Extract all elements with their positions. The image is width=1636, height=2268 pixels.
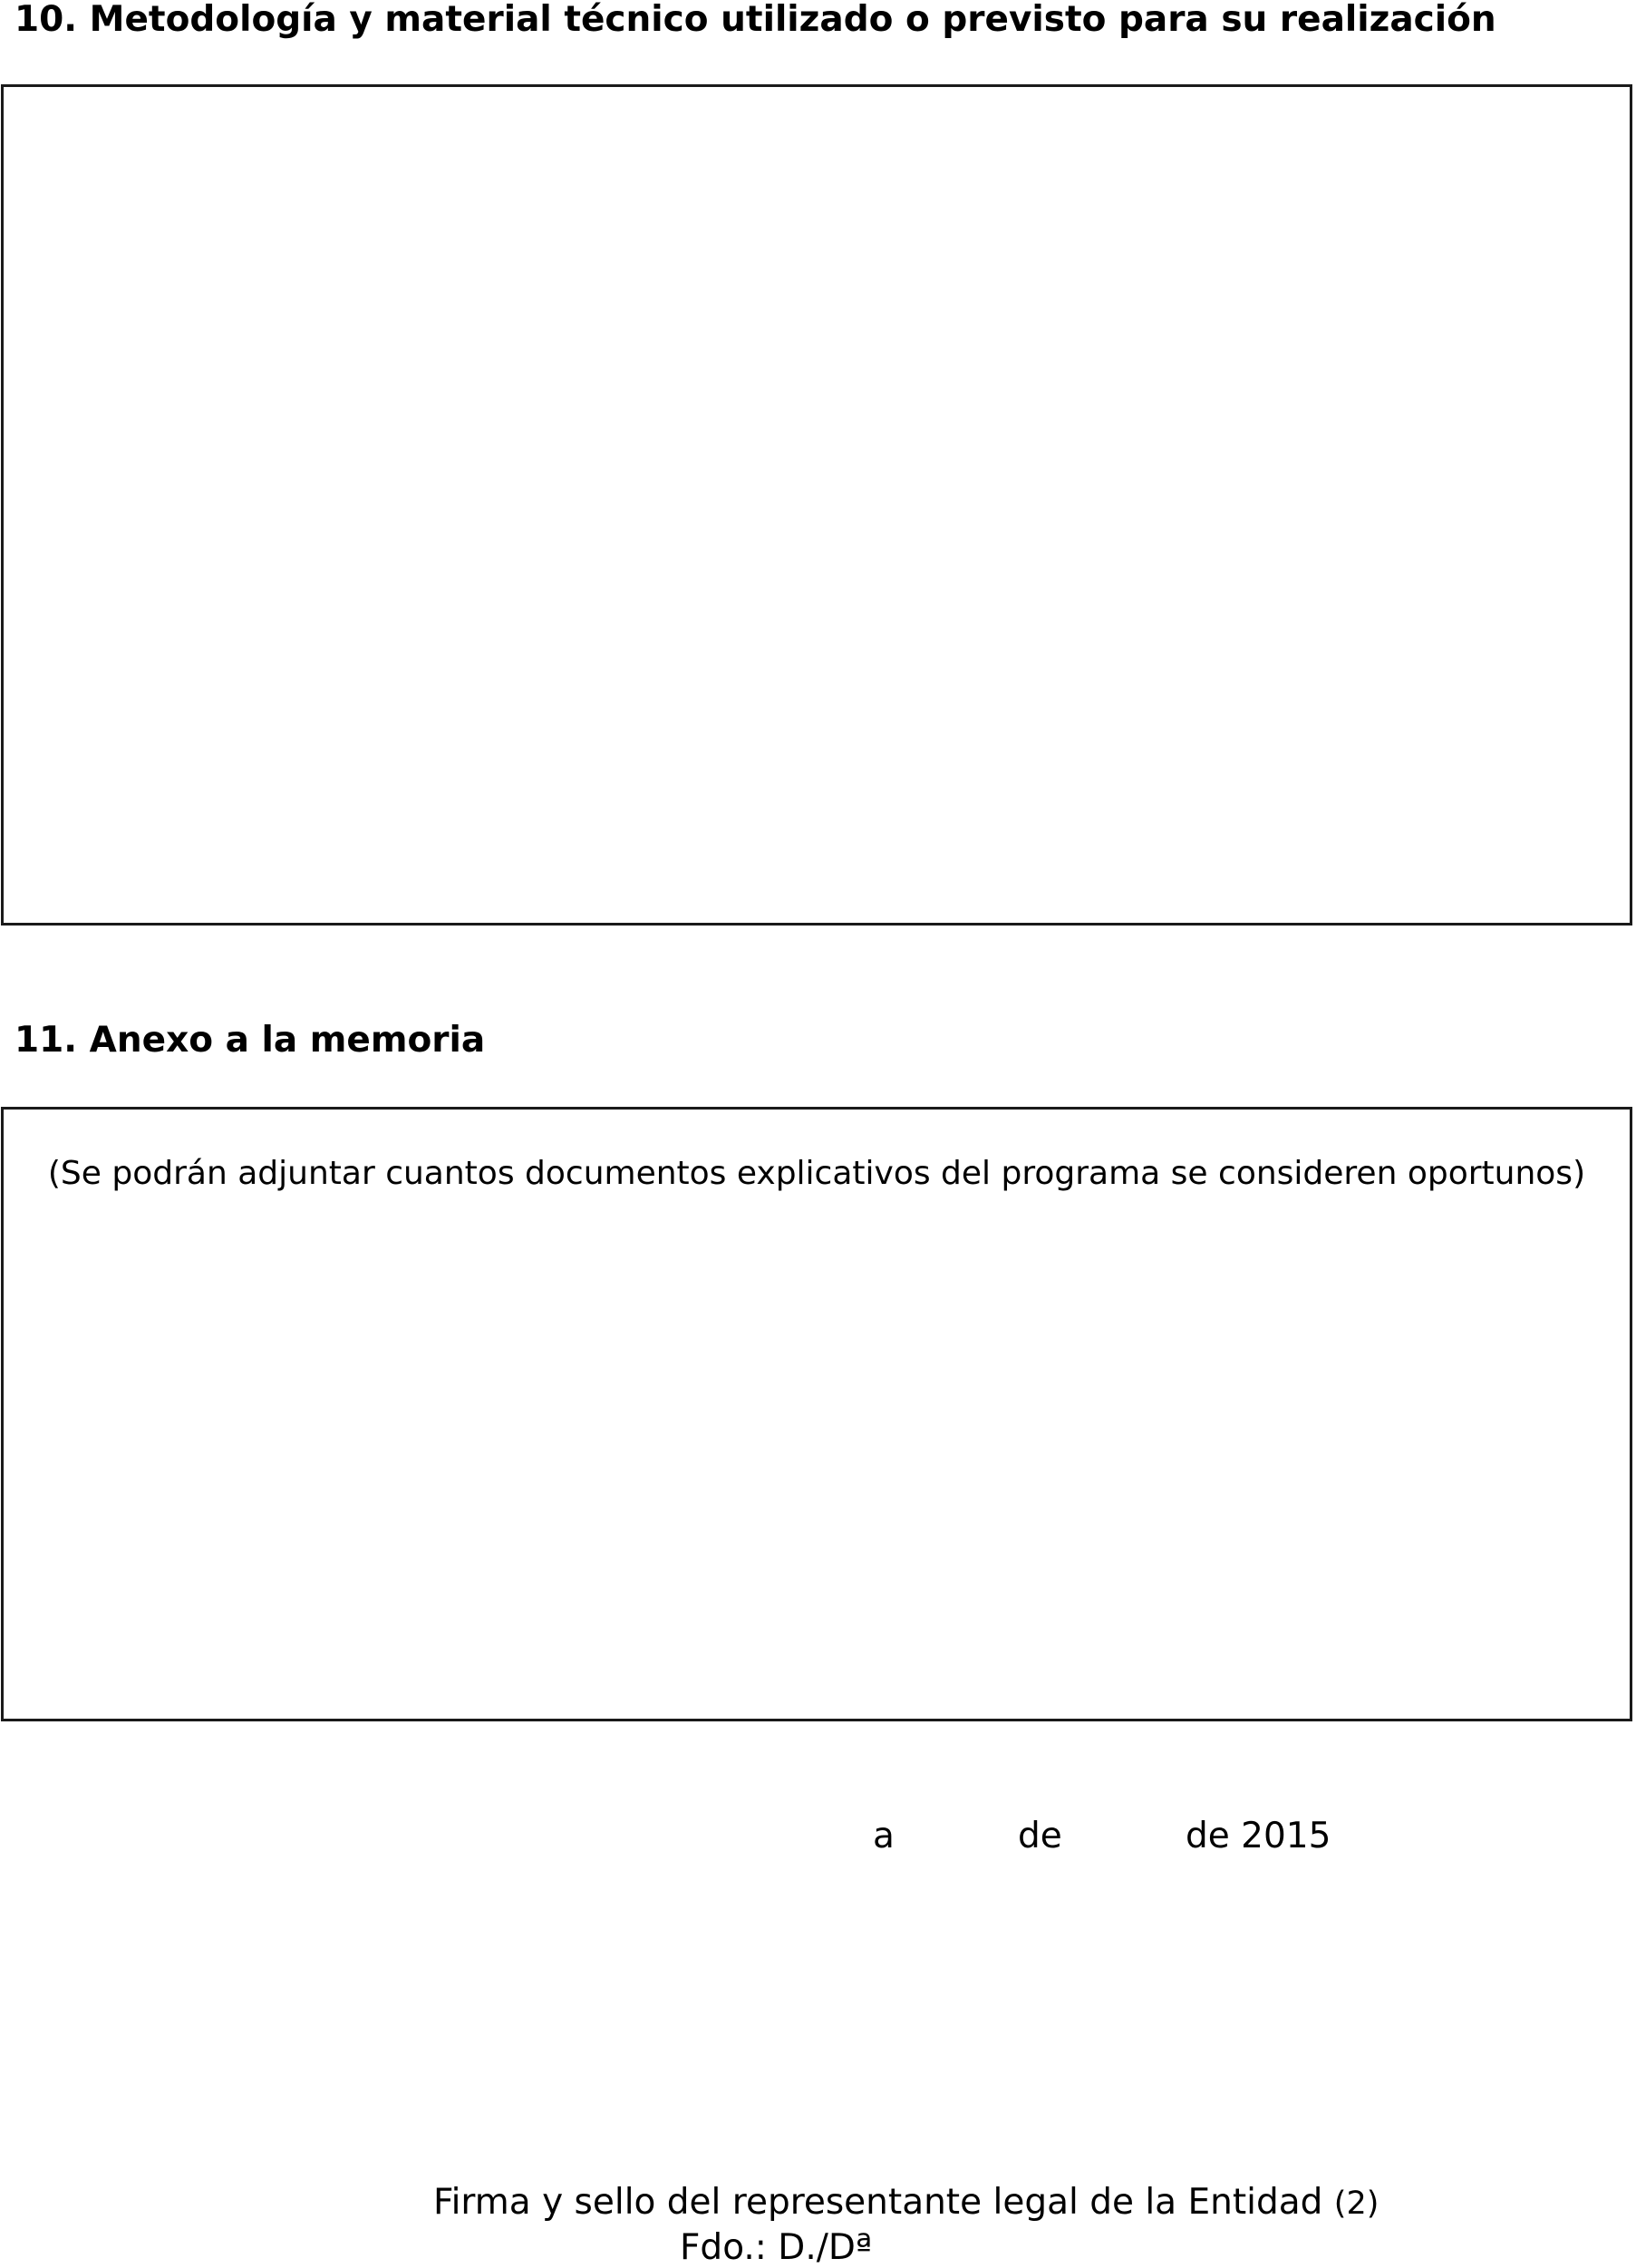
signature-footnote-ref: (2) bbox=[1333, 2186, 1379, 2222]
signature-label-text: Firma y sello del representante legal de la Entidad bbox=[433, 2182, 1323, 2223]
section-10-heading: 10. Metodología y material técnico utilizado o previsto para su realización bbox=[15, 0, 1496, 40]
methodology-text-area[interactable] bbox=[1, 84, 1632, 926]
section-11-heading: 11. Anexo a la memoria bbox=[15, 1020, 486, 1061]
annex-text-area[interactable] bbox=[1, 1107, 1632, 1721]
annex-instruction-note: (Se podrán adjuntar cuantos documentos explicativos del programa se consideren oportunos) bbox=[47, 1155, 1586, 1192]
date-place-connector: a bbox=[873, 1816, 895, 1856]
date-year: de 2015 bbox=[1186, 1816, 1331, 1856]
date-day-connector: de bbox=[1018, 1816, 1062, 1856]
signatory-name-line: Fdo.: D./Dª bbox=[680, 2227, 873, 2268]
signature-label bbox=[433, 2182, 1379, 2223]
